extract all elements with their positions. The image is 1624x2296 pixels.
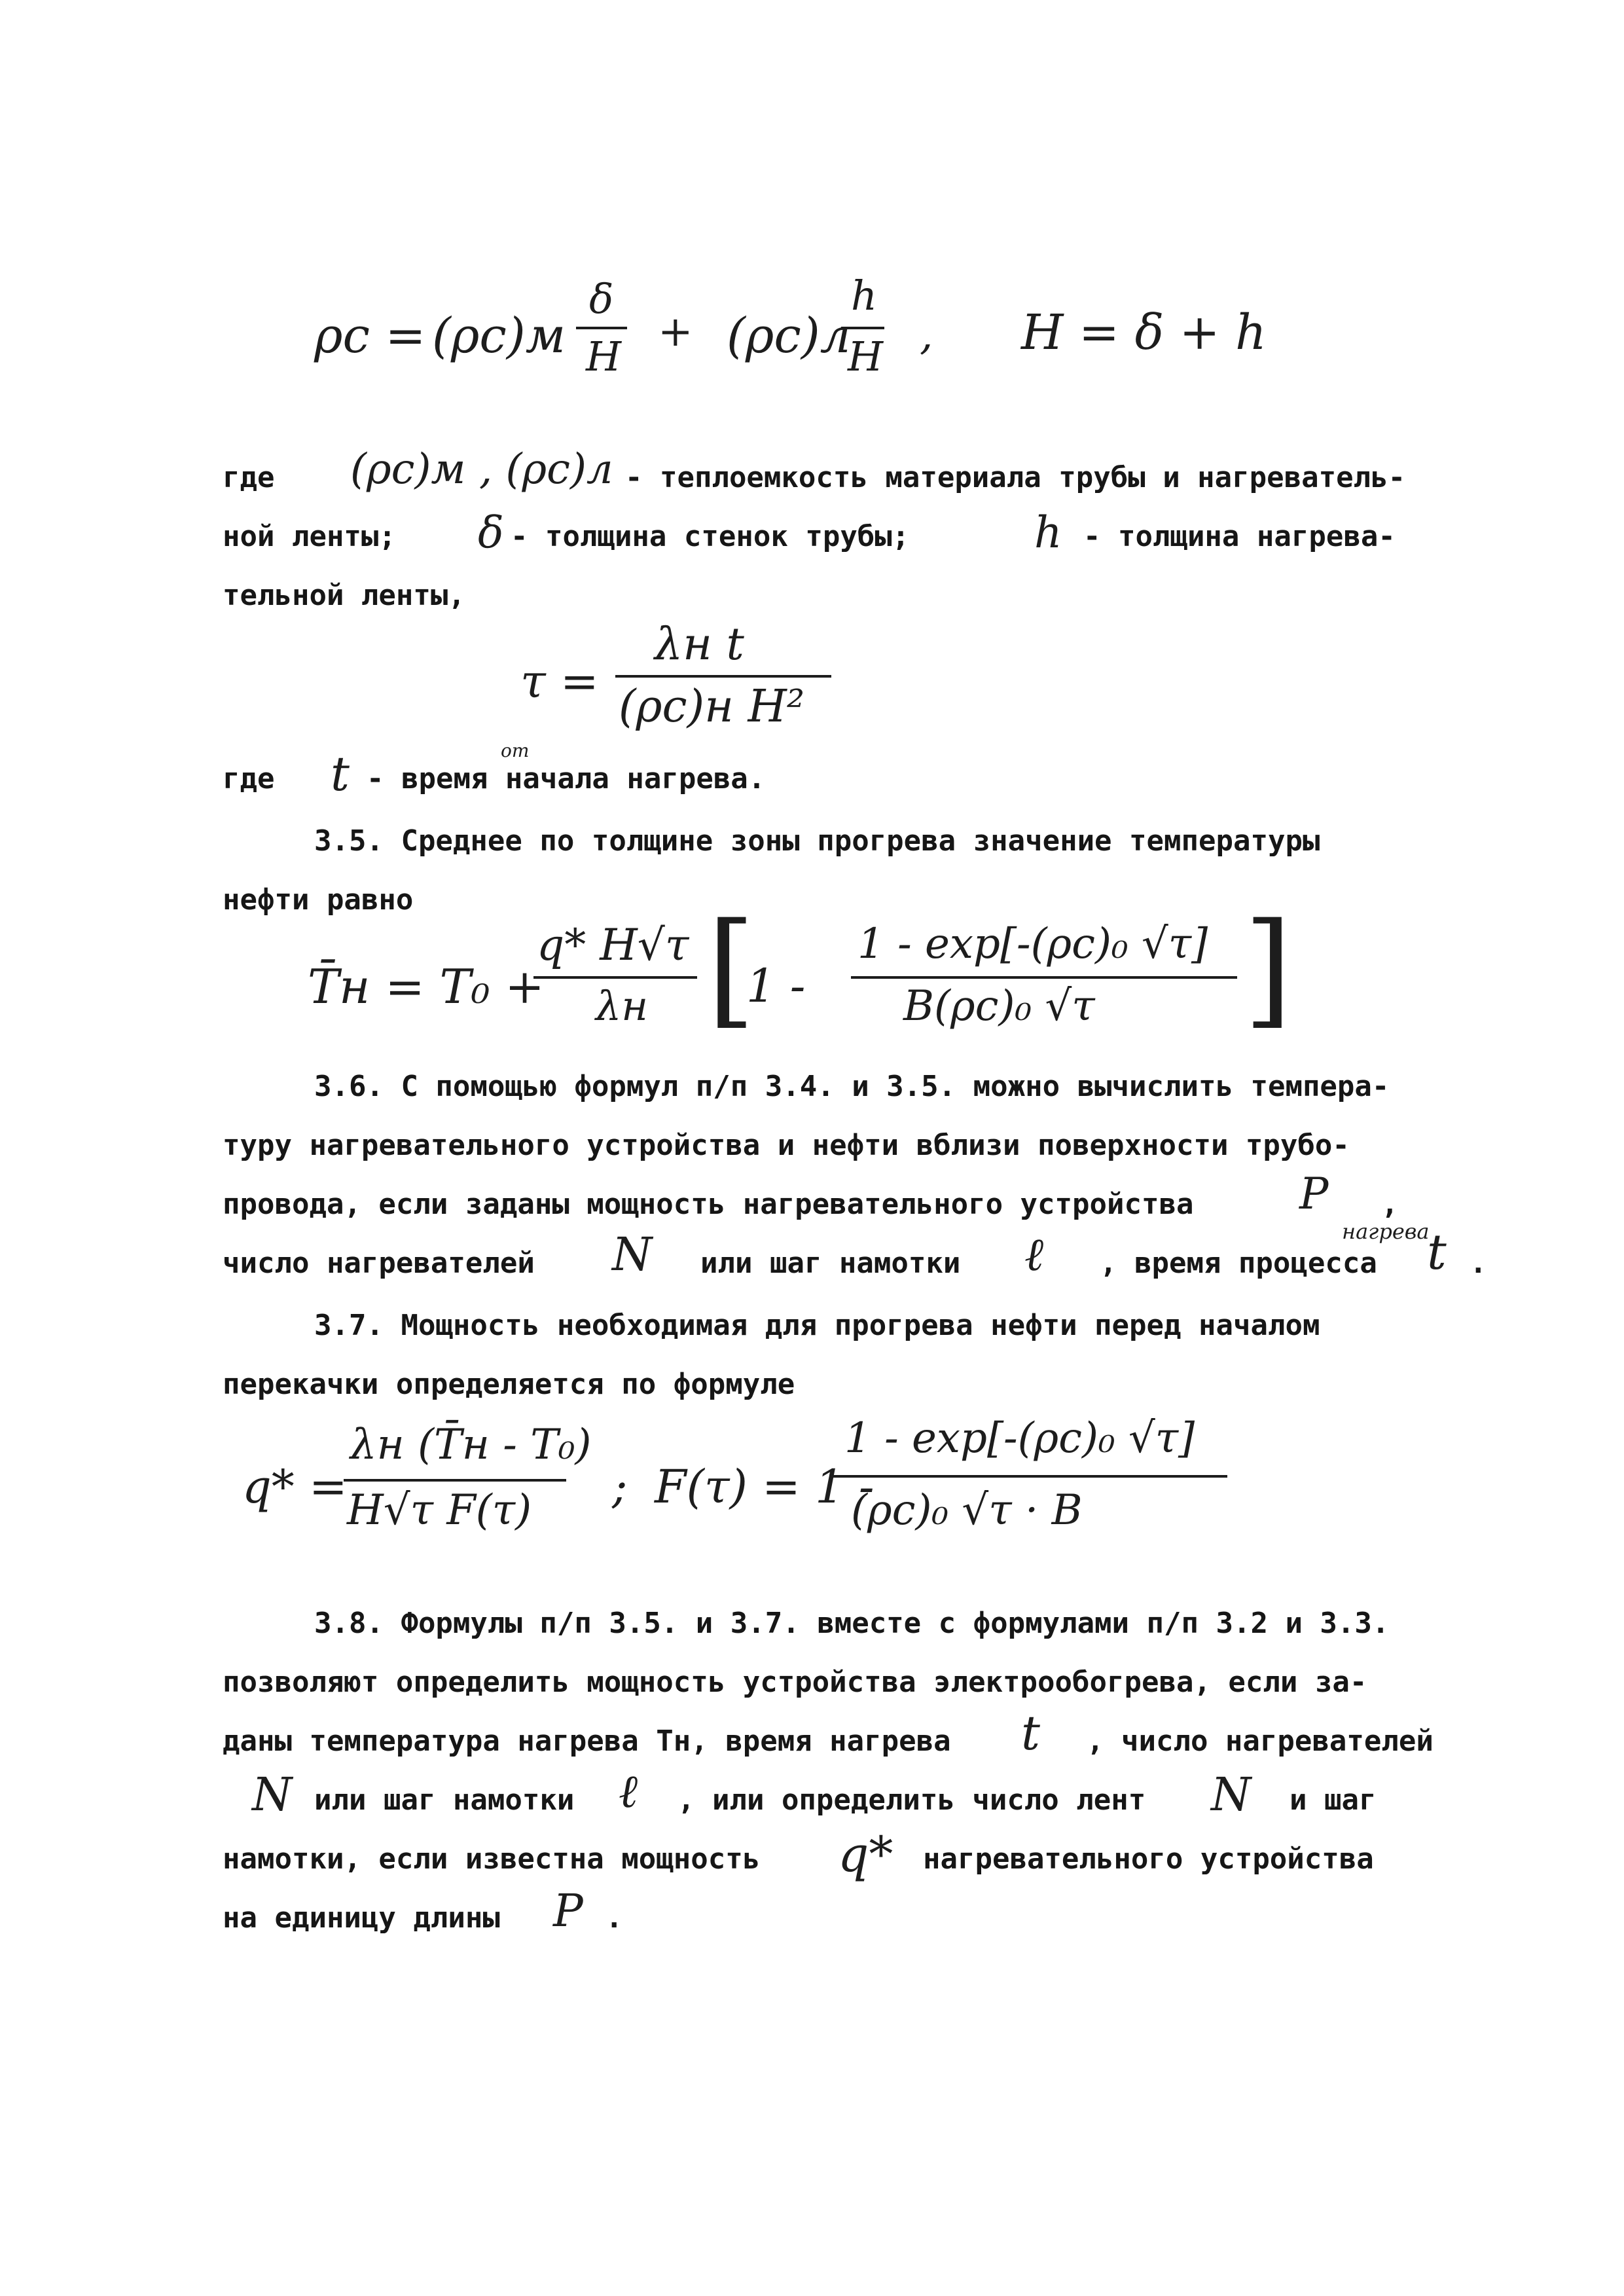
p36-line4b: или шаг намотки <box>700 1247 961 1280</box>
where1-symbols: (ρc)м , (ρc)л <box>350 445 613 494</box>
p38-l: ℓ <box>619 1764 638 1818</box>
p36-insert: нагрева <box>1342 1219 1430 1244</box>
p38-q: q* <box>838 1827 893 1883</box>
formula4-sep: ; <box>612 1460 628 1514</box>
p36-line2: туру нагревательного устройства и нефти вблизи поверхности трубо- <box>223 1129 1350 1162</box>
p36-line1: 3.6. С помощью формул п/п 3.4. и 3.5. можно вычислить темпера- <box>314 1070 1390 1103</box>
formula4-den: H√τ F(τ) <box>347 1486 532 1535</box>
formula3-br-close: ] <box>1244 896 1293 1041</box>
where1-text2b: - толщина стенок трубы; <box>511 520 910 553</box>
p38-line6a: на единицу длины <box>223 1901 500 1935</box>
p38-line5b: нагревательного устройства <box>923 1842 1374 1876</box>
p36-line4c: , время процесса <box>1100 1247 1377 1280</box>
formula4-f-lhs: F(τ) = 1 - <box>655 1460 875 1514</box>
p38-line4b: , или определить число лент <box>677 1783 1146 1817</box>
formula2-num: λн t <box>655 619 744 670</box>
formula1-term1-coef: (ρc)м <box>432 308 566 364</box>
p36-line3b: , <box>1381 1188 1399 1221</box>
p37-line2: перекачки определяется по формуле <box>223 1368 795 1401</box>
formula4-bar <box>344 1478 573 1482</box>
p37-line1: 3.7. Мощность необходимая для прогрева нефти перед началом <box>314 1309 1320 1342</box>
formula3-inner-den: B(ρc)₀ √τ <box>903 982 1095 1030</box>
formula1-plus: + <box>658 308 693 356</box>
formula3-br-open: [ <box>707 896 756 1041</box>
formula3-coef-num: q* H√τ <box>537 920 689 970</box>
p38-line5a: намотки, если известна мощность <box>223 1842 761 1876</box>
where1-delta: δ <box>478 507 504 558</box>
p38-P: P <box>553 1886 583 1937</box>
p35-line2: нефти равно <box>223 883 414 917</box>
where1-text3: тельной ленты, <box>223 579 465 612</box>
formula1-term2-den: H <box>848 333 884 380</box>
formula1-term2-bar <box>841 326 893 330</box>
p38-line4c: и шаг <box>1290 1783 1377 1817</box>
formula4-num: λн (T̄н - T₀) <box>350 1421 592 1469</box>
formula1-term1-den: H <box>586 333 622 380</box>
formula2-lhs: τ = <box>520 655 599 708</box>
p36-line4a: число нагревателей <box>223 1247 535 1280</box>
where1-h: h <box>1034 507 1062 558</box>
formula3-coef-den: λн <box>596 982 649 1030</box>
formula3-lhs: T̄н = T₀ + <box>308 959 545 1014</box>
formula1-term1-bar <box>576 326 628 330</box>
formula2-bar <box>615 674 838 678</box>
p38-N1: N <box>252 1768 293 1821</box>
formula3-coef-bar <box>533 975 704 979</box>
formula1-term2-coef: (ρc)л <box>727 308 851 364</box>
where1-text1: - теплоемкость материала трубы и нагреватель- <box>625 461 1406 494</box>
p36-P: P <box>1299 1169 1329 1219</box>
where1-text2c: - толщина нагрева- <box>1083 520 1396 553</box>
p36-l: ℓ <box>1024 1228 1044 1281</box>
where1-gde: где <box>223 461 275 494</box>
p38-t: t <box>1021 1705 1040 1760</box>
p38-line6b: . <box>605 1901 623 1935</box>
p36-line4d: . <box>1470 1247 1487 1280</box>
p35-line1: 3.5. Среднее по толщине зоны прогрева значение температуры <box>314 824 1320 858</box>
p38-line4a: или шаг намотки <box>314 1783 575 1817</box>
formula4-lhs: q* = <box>242 1460 348 1514</box>
p36-N: N <box>612 1228 653 1281</box>
p38-line3b: , число нагревателей <box>1087 1724 1434 1758</box>
formula3-inner-num: 1 - exp[-(ρc)₀ √τ] <box>857 920 1208 968</box>
p36-t: t <box>1427 1224 1447 1281</box>
p38-line2: позволяют определить мощность устройства электрообогрева, если за- <box>223 1666 1367 1699</box>
p36-line3a: провода, если заданы мощность нагревательного устройства <box>223 1188 1194 1221</box>
where2-insert: от <box>501 740 530 761</box>
formula4-f-bar <box>831 1474 1237 1478</box>
formula1-term1-num: δ <box>589 275 614 323</box>
formula4-f-num: 1 - exp[-(ρc)₀ √τ] <box>844 1414 1195 1463</box>
where2-text: - время начала нагрева. <box>367 762 766 795</box>
p38-line1: 3.8. Формулы п/п 3.5. и 3.7. вместе с формулами п/п 3.2 и 3.3. <box>314 1607 1390 1640</box>
p38-N2: N <box>1211 1768 1252 1821</box>
where2-gde: где <box>223 762 275 795</box>
p38-line3a: даны температура нагрева Тн, время нагрева <box>223 1724 951 1758</box>
formula4-f-den: (ρc)₀ √τ · B <box>851 1486 1083 1535</box>
formula3-inner-bar <box>851 975 1244 979</box>
where1-text2a: ной ленты; <box>223 520 396 553</box>
formula1-comma: , <box>920 311 933 359</box>
formula2-den: (ρc)н H² <box>619 681 805 733</box>
formula1-term2-num: h <box>851 272 877 319</box>
where2-t: t <box>331 746 350 801</box>
formula3-one: 1 - <box>746 959 806 1013</box>
formula1-second: H = δ + h <box>1021 304 1267 361</box>
formula1-lhs: ρc = <box>314 308 426 364</box>
